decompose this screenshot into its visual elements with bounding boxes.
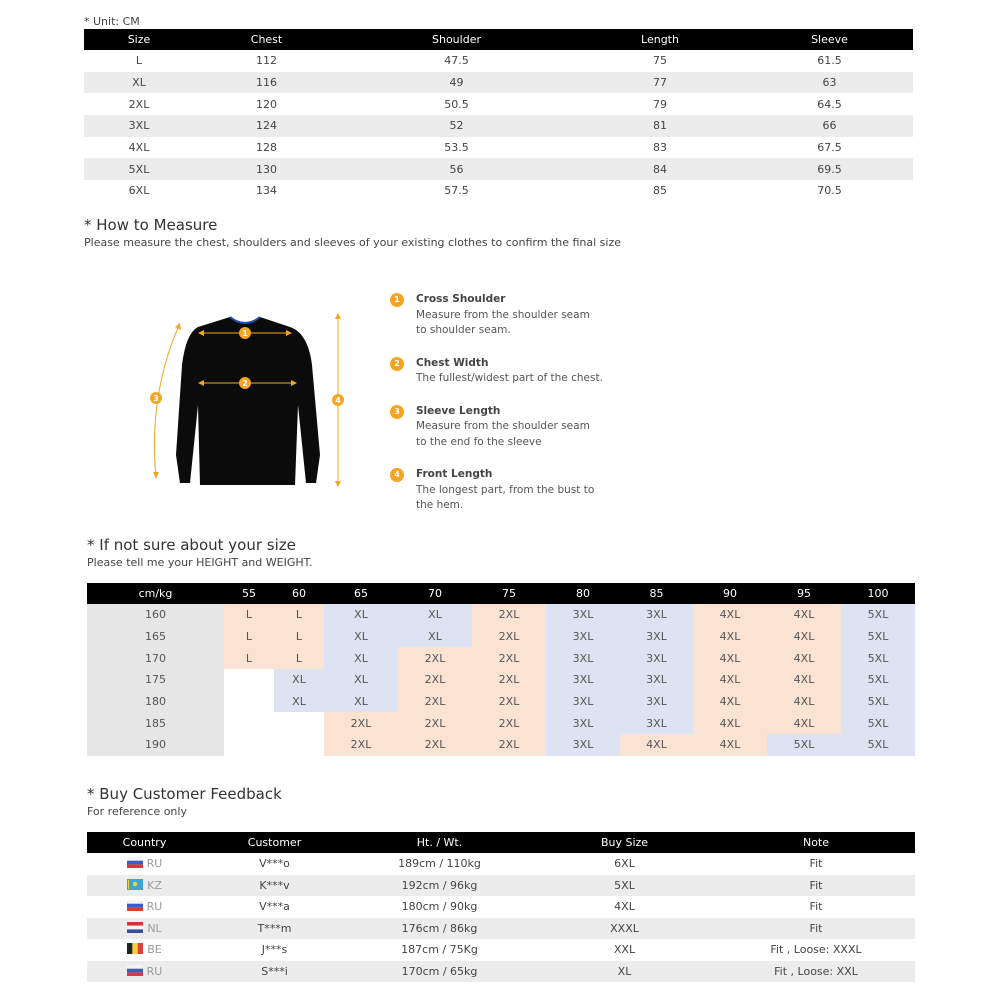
- guide-size-cell: 3XL: [546, 712, 620, 734]
- size-cell: 66: [746, 115, 913, 137]
- legend-line: Measure from the shoulder seam: [416, 420, 590, 432]
- size-cell: 53.5: [444, 141, 469, 155]
- feedback-htwt-cell: 187cm / 75Kg: [401, 943, 478, 957]
- country-cell: [87, 918, 202, 940]
- guide-size-cell: 4XL: [693, 604, 767, 626]
- size-cell: 61.5: [817, 54, 842, 68]
- country-code: RU: [146, 964, 163, 978]
- measure-legend: [390, 292, 610, 531]
- country-code: BE: [147, 943, 162, 957]
- guide-size-cell: XL: [398, 604, 472, 626]
- guide-size-cell: 2XL: [472, 626, 546, 648]
- legend-title: Sleeve Length: [416, 404, 501, 417]
- guide-size-cell: 4XL: [767, 712, 841, 734]
- feedback-size-cell: XXXL: [532, 918, 717, 940]
- legend-item: [390, 404, 610, 451]
- number-badge-icon: 4: [390, 468, 404, 482]
- country-cell: [87, 875, 202, 897]
- size-cell: 128: [256, 141, 277, 155]
- size-cell: 2XL: [128, 97, 150, 111]
- guide-size-cell: XL: [324, 626, 398, 648]
- feedback-note-cell: Fit: [717, 875, 915, 897]
- size-cell: 85: [653, 184, 667, 198]
- nl-flag-icon: [127, 922, 143, 933]
- sweater-shape: [176, 317, 320, 485]
- legend-text: [416, 292, 590, 339]
- feedback-size-cell: XXL: [613, 943, 636, 957]
- ru-flag-icon: [127, 900, 143, 911]
- country-cell: [87, 939, 202, 961]
- guide-height-cell: 165: [87, 626, 224, 648]
- feedback-table: [87, 832, 915, 982]
- size-cell: 75: [653, 54, 667, 68]
- size-cell: 64.5: [817, 97, 842, 111]
- size-cell: 50.5: [444, 97, 469, 111]
- guide-row: [87, 734, 915, 756]
- feedback-customer-cell: J***s: [261, 943, 288, 957]
- size-header-cell: Chest: [194, 29, 339, 50]
- size-cell: 4XL: [128, 141, 150, 155]
- ru-flag-icon: [127, 965, 143, 976]
- guide-size-cell: 5XL: [841, 691, 915, 713]
- feedback-htwt-cell: 176cm / 86kg: [347, 918, 532, 940]
- guide-size-cell: 3XL: [620, 626, 693, 648]
- feedback-header-cell: Ht. / Wt.: [347, 832, 532, 853]
- size-chart-table: [84, 29, 913, 202]
- feedback-row: [87, 853, 915, 875]
- legend-title: Chest Width: [416, 356, 489, 369]
- feedback-htwt-cell: 189cm / 110kg: [398, 857, 481, 871]
- size-cell: 6XL: [128, 184, 150, 198]
- size-cell: 57.5: [444, 184, 469, 198]
- size-header-cell: Shoulder: [339, 29, 574, 50]
- size-cell: 3XL: [84, 115, 194, 137]
- size-header-cell: Sleeve: [746, 29, 913, 50]
- feedback-customer-cell: T***m: [202, 918, 347, 940]
- guide-size-cell: 2XL: [398, 647, 472, 669]
- guide-size-cell: 3XL: [546, 604, 620, 626]
- feedback-customer-cell: V***a: [259, 900, 290, 914]
- diagram-label-2: 2: [242, 379, 248, 388]
- country-cell: [87, 853, 202, 875]
- guide-size-cell: 4XL: [693, 712, 767, 734]
- guide-height-cell: 175: [87, 669, 224, 691]
- feedback-header-cell: Customer: [202, 832, 347, 853]
- legend-line: to shoulder seam.: [416, 324, 511, 336]
- guide-header-cell: 85: [620, 583, 693, 604]
- measure-title: * How to Measure: [84, 216, 218, 234]
- size-guide-table: [87, 583, 915, 756]
- guide-row: [87, 604, 915, 626]
- legend-text: [416, 356, 603, 387]
- legend-line: Measure from the shoulder seam: [416, 308, 590, 321]
- guide-size-cell: XL: [274, 691, 324, 713]
- guide-header-cell: 90: [693, 583, 767, 604]
- country-cell: [87, 896, 202, 918]
- guide-size-cell: L: [274, 626, 324, 648]
- size-cell: 124: [194, 115, 339, 137]
- size-cell: 47.5: [444, 54, 469, 68]
- feedback-size-cell: 6XL: [614, 857, 635, 871]
- size-cell: 49: [339, 72, 574, 94]
- guide-size-cell: [274, 712, 324, 734]
- guide-size-cell: [224, 734, 274, 756]
- size-cell: 130: [194, 158, 339, 180]
- feedback-row: [87, 918, 915, 940]
- feedback-header-cell: Country: [87, 832, 202, 853]
- size-cell: XL: [84, 72, 194, 94]
- guide-header-cell: cm/kg: [87, 583, 224, 604]
- guide-size-cell: 2XL: [324, 734, 398, 756]
- unit-label: * Unit: CM: [84, 15, 140, 28]
- feedback-htwt-cell: 192cm / 96kg: [347, 875, 532, 897]
- guide-size-cell: 5XL: [841, 669, 915, 691]
- guide-size-cell: XL: [324, 691, 398, 713]
- guide-height-cell: 160: [87, 604, 224, 626]
- sweater-diagram: [140, 305, 360, 495]
- feedback-customer-cell: V***o: [259, 857, 290, 871]
- legend-item: [390, 356, 610, 387]
- guide-header-cell: 100: [841, 583, 915, 604]
- guide-size-cell: 4XL: [693, 669, 767, 691]
- guide-header-cell: 95: [767, 583, 841, 604]
- guide-size-cell: XL: [274, 669, 324, 691]
- feedback-htwt-cell: 180cm / 90kg: [401, 900, 478, 914]
- guide-size-cell: 4XL: [767, 669, 841, 691]
- guide-size-cell: XL: [324, 647, 398, 669]
- guide-size-cell: 5XL: [841, 626, 915, 648]
- size-row: [84, 180, 913, 202]
- guide-size-cell: [224, 691, 274, 713]
- feedback-row: [87, 939, 915, 961]
- guide-size-cell: 4XL: [693, 691, 767, 713]
- be-flag-icon: [127, 943, 143, 954]
- size-cell: 77: [574, 72, 746, 94]
- guide-header-cell: 65: [324, 583, 398, 604]
- feedback-note-cell: Fit , Loose: XXL: [717, 961, 915, 983]
- guide-size-cell: XL: [398, 626, 472, 648]
- kz-flag-icon: [127, 879, 143, 890]
- size-cell: 56: [339, 158, 574, 180]
- guide-header-cell: 70: [398, 583, 472, 604]
- guide-size-cell: XL: [324, 669, 398, 691]
- guide-size-cell: [274, 734, 324, 756]
- size-cell: 69.5: [746, 158, 913, 180]
- size-cell: 52: [339, 115, 574, 137]
- guide-size-cell: 3XL: [546, 647, 620, 669]
- feedback-htwt-cell: 170cm / 65kg: [347, 961, 532, 983]
- guide-title: * If not sure about your size: [87, 536, 296, 554]
- size-header-cell: Length: [574, 29, 746, 50]
- country-code: RU: [146, 900, 163, 914]
- feedback-row: [87, 875, 915, 897]
- feedback-header-cell: Buy Size: [532, 832, 717, 853]
- size-cell: 116: [194, 72, 339, 94]
- legend-text: [416, 467, 594, 514]
- guide-size-cell: L: [224, 647, 274, 669]
- guide-header-cell: 80: [546, 583, 620, 604]
- guide-size-cell: 3XL: [546, 691, 620, 713]
- feedback-customer-cell: K***v: [202, 875, 347, 897]
- size-row: [84, 137, 913, 159]
- guide-size-cell: 3XL: [546, 626, 620, 648]
- country-code: KZ: [147, 878, 162, 892]
- guide-size-cell: 3XL: [546, 734, 620, 756]
- guide-size-cell: 3XL: [546, 669, 620, 691]
- size-row: [84, 115, 913, 137]
- guide-header-cell: 55: [224, 583, 274, 604]
- guide-size-cell: 2XL: [324, 712, 398, 734]
- size-cell: 79: [653, 97, 667, 111]
- guide-size-cell: 4XL: [767, 604, 841, 626]
- guide-size-cell: 5XL: [841, 647, 915, 669]
- diagram-label-4: 4: [335, 396, 341, 405]
- feedback-note-cell: Fit: [809, 900, 823, 914]
- guide-size-cell: L: [274, 647, 324, 669]
- size-cell: 63: [746, 72, 913, 94]
- feedback-note-cell: Fit: [717, 918, 915, 940]
- legend-line: to the end fo the sleeve: [416, 435, 542, 448]
- measure-subtitle: Please measure the chest, shoulders and sleeves of your existing clothes to confirm the final size: [84, 236, 621, 249]
- guide-size-cell: 3XL: [620, 691, 693, 713]
- size-cell: 67.5: [817, 141, 842, 155]
- guide-row: [87, 647, 915, 669]
- guide-size-cell: 2XL: [472, 691, 546, 713]
- number-badge-icon: 3: [390, 405, 404, 419]
- legend-line: The fullest/widest part of the chest.: [416, 372, 603, 384]
- guide-size-cell: 4XL: [693, 734, 767, 756]
- guide-size-cell: 4XL: [767, 691, 841, 713]
- guide-row: [87, 712, 915, 734]
- guide-size-cell: 5XL: [841, 604, 915, 626]
- guide-size-cell: 3XL: [620, 647, 693, 669]
- legend-line: The longest part, from the bust to: [416, 483, 595, 496]
- guide-size-cell: 2XL: [472, 647, 546, 669]
- guide-size-cell: XL: [324, 604, 398, 626]
- guide-row: [87, 669, 915, 691]
- guide-size-cell: 2XL: [472, 712, 546, 734]
- feedback-customer-cell: S***i: [202, 961, 347, 983]
- size-cell: 83: [653, 141, 667, 155]
- size-row: [84, 93, 913, 115]
- guide-size-cell: L: [274, 604, 324, 626]
- size-cell: 5XL: [84, 158, 194, 180]
- size-header-cell: Size: [84, 29, 194, 50]
- size-cell: 81: [574, 115, 746, 137]
- size-cell: 134: [256, 184, 277, 198]
- guide-row: [87, 691, 915, 713]
- feedback-size-cell: 4XL: [614, 900, 635, 914]
- diagram-label-1: 1: [242, 329, 248, 338]
- legend-title: Front Length: [416, 468, 493, 480]
- guide-height-cell: 190: [87, 734, 224, 756]
- legend-text: [416, 404, 590, 451]
- guide-size-cell: 5XL: [767, 734, 841, 756]
- guide-size-cell: 2XL: [398, 691, 472, 713]
- guide-size-cell: 2XL: [472, 604, 546, 626]
- number-badge-icon: 1: [390, 293, 404, 307]
- guide-size-cell: 2XL: [398, 734, 472, 756]
- guide-size-cell: 4XL: [620, 734, 693, 756]
- guide-height-cell: 170: [87, 647, 224, 669]
- guide-size-cell: L: [224, 604, 274, 626]
- guide-size-cell: 2XL: [472, 669, 546, 691]
- feedback-size-cell: XL: [532, 961, 717, 983]
- feedback-row: [87, 896, 915, 918]
- guide-header-cell: 60: [274, 583, 324, 604]
- guide-size-cell: 4XL: [767, 647, 841, 669]
- guide-height-cell: 180: [87, 691, 224, 713]
- guide-size-cell: 2XL: [398, 712, 472, 734]
- guide-size-cell: 5XL: [841, 734, 915, 756]
- country-code: NL: [147, 921, 162, 935]
- guide-size-cell: [224, 712, 274, 734]
- guide-size-cell: 4XL: [693, 647, 767, 669]
- guide-size-cell: 5XL: [841, 712, 915, 734]
- guide-row: [87, 626, 915, 648]
- guide-size-cell: 3XL: [620, 604, 693, 626]
- guide-size-cell: 4XL: [693, 626, 767, 648]
- guide-size-cell: 2XL: [472, 734, 546, 756]
- diagram-label-3: 3: [153, 394, 159, 403]
- guide-subtitle: Please tell me your HEIGHT and WEIGHT.: [87, 556, 313, 569]
- size-cell: L: [135, 54, 143, 68]
- size-row: [84, 158, 913, 180]
- feedback-title: * Buy Customer Feedback: [87, 785, 282, 803]
- size-row: [84, 72, 913, 94]
- feedback-note-cell: Fit , Loose: XXXL: [770, 943, 862, 957]
- guide-size-cell: L: [224, 626, 274, 648]
- guide-size-cell: 3XL: [620, 669, 693, 691]
- number-badge-icon: 2: [390, 357, 404, 371]
- legend-item: [390, 292, 610, 339]
- guide-height-cell: 185: [87, 712, 224, 734]
- size-cell: 120: [256, 97, 277, 111]
- feedback-row: [87, 961, 915, 983]
- feedback-note-cell: Fit: [809, 857, 823, 871]
- size-cell: 112: [256, 54, 277, 68]
- guide-size-cell: 4XL: [767, 626, 841, 648]
- size-cell: 70.5: [817, 184, 842, 198]
- size-row: [84, 50, 913, 72]
- size-cell: 84: [574, 158, 746, 180]
- ru-flag-icon: [127, 857, 143, 868]
- guide-size-cell: 2XL: [398, 669, 472, 691]
- feedback-size-cell: 5XL: [532, 875, 717, 897]
- legend-item: [390, 467, 610, 514]
- feedback-subtitle: For reference only: [87, 805, 187, 818]
- country-cell: [87, 961, 202, 983]
- guide-size-cell: 3XL: [620, 712, 693, 734]
- country-code: RU: [146, 857, 163, 871]
- legend-line: the hem.: [416, 499, 464, 511]
- feedback-header-cell: Note: [717, 832, 915, 853]
- legend-title: Cross Shoulder: [416, 293, 506, 305]
- guide-size-cell: [224, 669, 274, 691]
- guide-header-cell: 75: [472, 583, 546, 604]
